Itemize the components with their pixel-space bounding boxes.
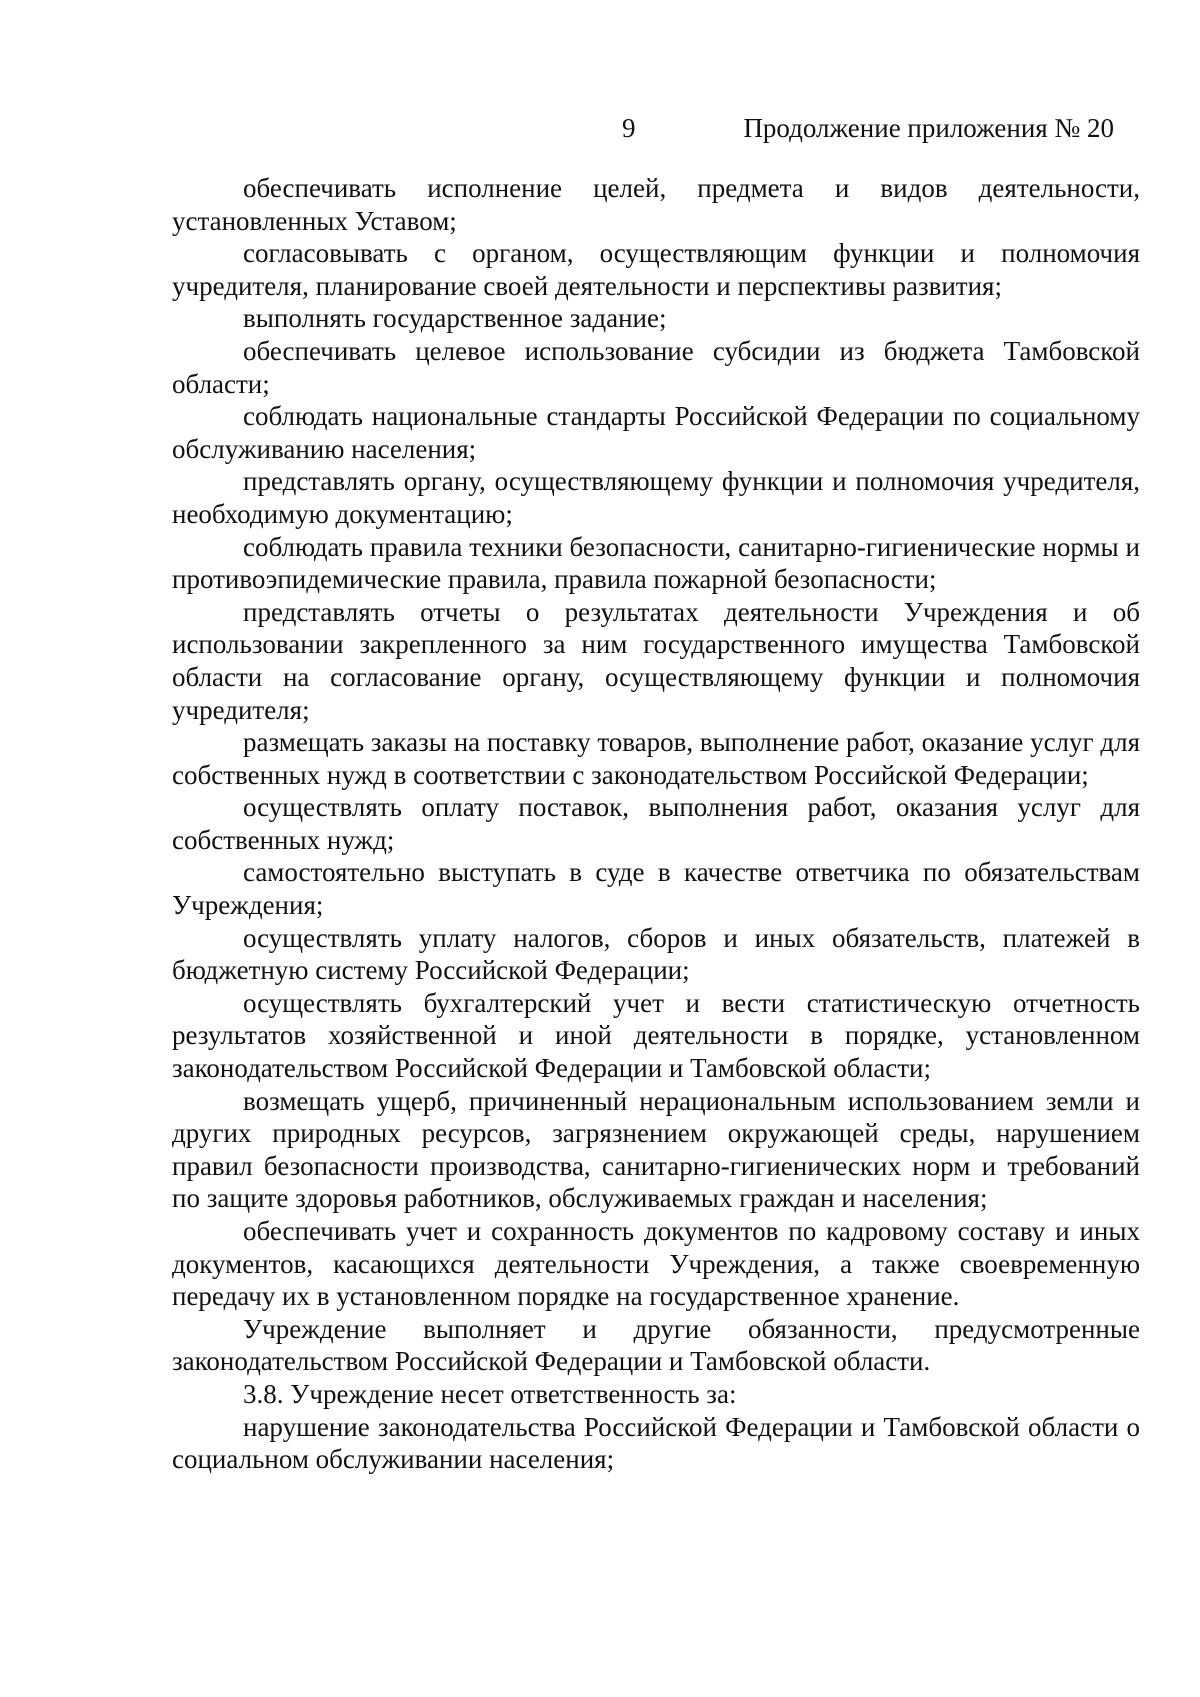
paragraph: согласовывать с органом, осуществляющим функции и полномочия учредителя, планирование своей деятельности и перспективы развития; [172,238,1140,301]
page-number: 9 [622,113,636,143]
paragraph: обеспечивать исполнение целей, предмета и видов деятельности, установленных Уставом; [172,173,1140,236]
paragraph: нарушение законодательства Российской Федерации и Тамбовской области о социальном обслуживании населения; [172,1411,1140,1475]
appendix-caption: Продолжение приложения № 20 [743,113,1114,143]
section-heading: 3.8. Учреждение несет ответственность за: [243,1378,737,1409]
paragraph: осуществлять уплату налогов, сборов и иных обязательств, платежей в бюджетную систему Российской Федерации; [172,922,1140,986]
paragraph: представлять органу, осуществляющему функции и полномочия учредителя, необходимую документацию; [172,466,1140,529]
paragraph: возмещать ущерб, причиненный нерациональным использованием земли и других природных ресурсов, загрязнением окружающей среды, нарушением правил безопасности производства, санитарно-гигиенических норм и требований по защите здоровья работников, обслуживаемых граждан и населения; [172,1085,1140,1214]
paragraph: обеспечивать учет и сохранность документов по кадровому составу и иных документов, касающихся деятельности Учреждения, а также своевременную передачу их в установленном порядке на государственное хранение. [172,1216,1140,1312]
paragraph: размещать заказы на поставку товаров, выполнение работ, оказание услуг для собственных нужд в соответствии с законодательством Российской Федерации; [172,727,1140,790]
paragraph: самостоятельно выступать в суде в качестве ответчика по обязательствам Учреждения; [172,857,1140,921]
document-body [172,172,1140,1476]
paragraph: соблюдать правила техники безопасности, санитарно-гигиенические нормы и противоэпидемические правила, правила пожарной безопасности; [172,531,1140,595]
paragraph: Учреждение выполняет и другие обязанности, предусмотренные законодательством Российской Федерации и Тамбовской области. [172,1313,1140,1377]
paragraph: осуществлять бухгалтерский учет и вести статистическую отчетность результатов хозяйственной и иной деятельности в порядке, установленном законодательством Российской Федерации и Тамбовской области; [172,987,1140,1084]
paragraph: соблюдать национальные стандарты Российской Федерации по социальному обслуживанию населения; [172,401,1140,464]
paragraph: обеспечивать целевое использование субсидии из бюджета Тамбовской области; [172,335,1140,399]
paragraph: представлять отчеты о результатах деятельности Учреждения и об использовании закрепленного за ним государственного имущества Тамбовской области на согласование органу, осуществляющему функции и полномочия учредителя; [172,596,1140,725]
paragraph: выполнять государственное задание; [243,303,667,334]
paragraph: осуществлять оплату поставок, выполнения работ, оказания услуг для собственных нужд; [172,792,1140,855]
